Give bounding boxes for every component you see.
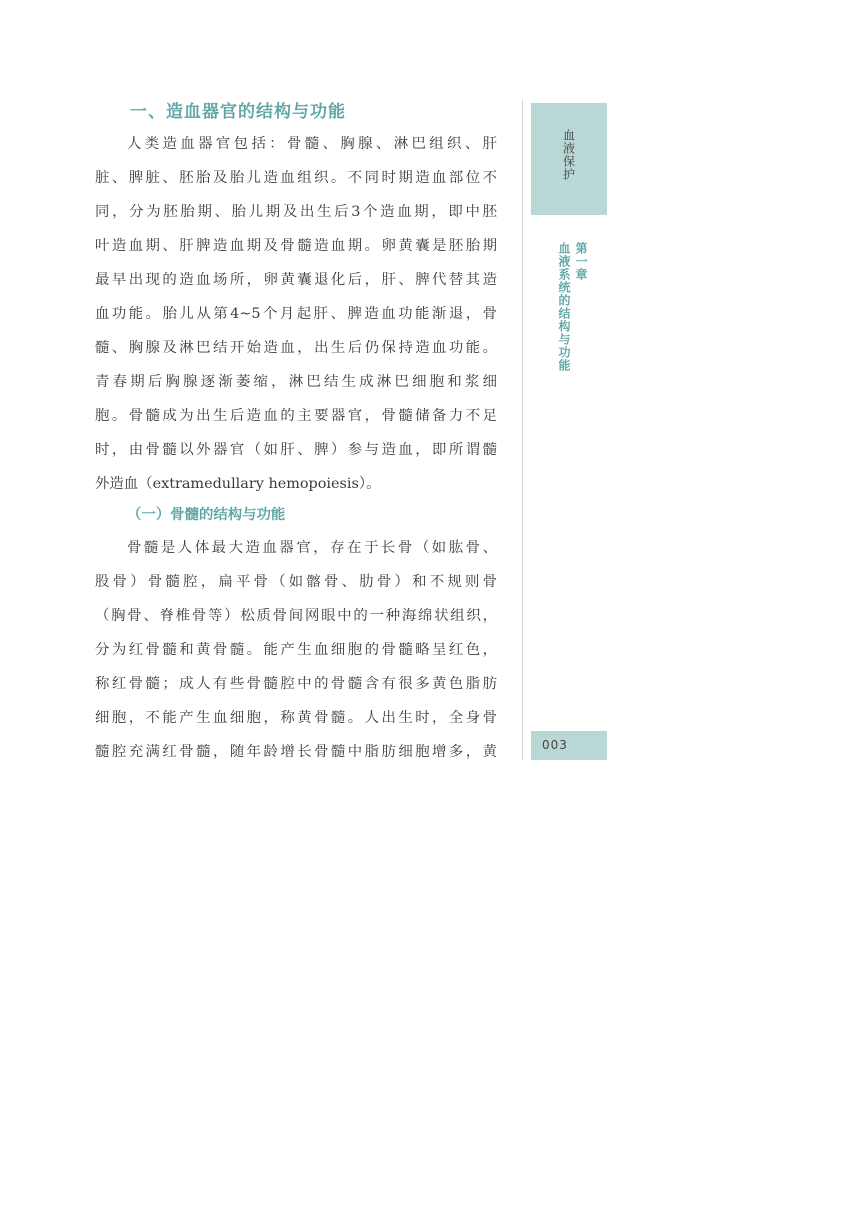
- paragraph-line: 时，由骨髓以外器官（如肝、脾）参与造血，即所谓髓: [95, 442, 497, 458]
- paragraph-line: 髓腔充满红骨髓，随年龄增长骨髓中脂肪细胞增多，黄: [95, 744, 497, 760]
- paragraph-line: 最早出现的造血场所，卵黄囊退化后，肝、脾代替其造: [95, 272, 497, 288]
- subsection-title: （一）骨髓的结构与功能: [127, 507, 286, 523]
- chapter-title: 血液系统的结构与功能: [557, 242, 571, 372]
- paragraph-line: 分为红骨髓和黄骨髓。能产生血细胞的骨髓略呈红色，: [95, 642, 497, 658]
- paragraph-line: 人类造血器官包括：骨髓、胸腺、淋巴组织、肝: [127, 136, 497, 152]
- chapter-label: 第一章: [574, 242, 588, 281]
- section-title: 一、造血器官的结构与功能: [130, 102, 346, 122]
- paragraph-line: 股骨）骨髓腔，扁平骨（如髂骨、肋骨）和不规则骨: [95, 574, 497, 590]
- paragraph-line: 脏、脾脏、胚胎及胎儿造血组织。不同时期造血部位不: [95, 170, 497, 186]
- paragraph-line: 叶造血期、肝脾造血期及骨髓造血期。卵黄囊是胚胎期: [95, 238, 497, 254]
- paragraph-line: 髓、胸腺及淋巴结开始造血，出生后仍保持造血功能。: [95, 340, 497, 356]
- paragraph-line: 外造血（extramedullary hemopoiesis）。: [95, 476, 381, 492]
- page-number: 003: [542, 738, 568, 752]
- page-number-box: [531, 731, 607, 760]
- paragraph-line: 青春期后胸腺逐渐萎缩，淋巴结生成淋巴细胞和浆细: [95, 374, 497, 390]
- paragraph-line: 同，分为胚胎期、胎儿期及出生后3个造血期，即中胚: [95, 204, 497, 220]
- side-tab-label: 血液保护: [561, 129, 576, 181]
- paragraph-line: 骨髓是人体最大造血器官，存在于长骨（如肱骨、: [127, 540, 497, 556]
- paragraph-line: （胸骨、脊椎骨等）松质骨间网眼中的一种海绵状组织，: [95, 608, 497, 624]
- side-tab: [531, 103, 607, 215]
- paragraph-line: 细胞，不能产生血细胞，称黄骨髓。人出生时，全身骨: [95, 710, 497, 726]
- column-divider: [522, 100, 523, 760]
- paragraph-line: 胞。骨髓成为出生后造血的主要器官，骨髓储备力不足: [95, 408, 497, 424]
- chapter-heading: [556, 242, 590, 372]
- paragraph-line: 称红骨髓；成人有些骨髓腔中的骨髓含有很多黄色脂肪: [95, 676, 497, 692]
- paragraph-line: 血功能。胎儿从第4~5个月起肝、脾造血功能渐退，骨: [95, 306, 497, 322]
